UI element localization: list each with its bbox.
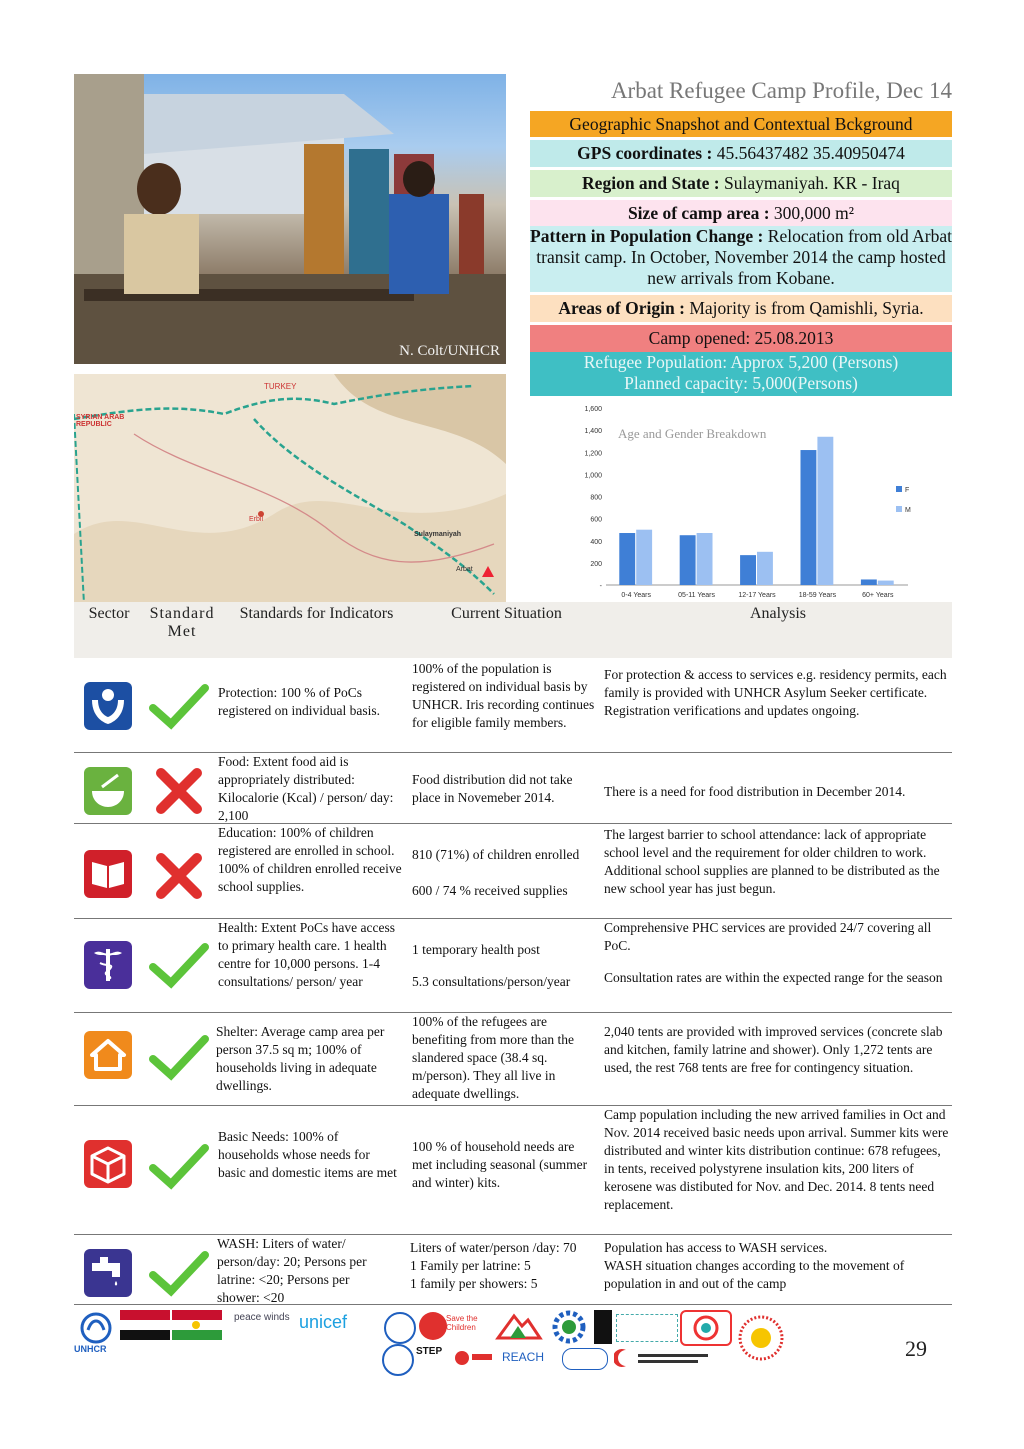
map-label-syria: SYRIAN ARAB REPUBLIC — [76, 414, 125, 428]
y-tick-label: 200 — [590, 560, 602, 568]
box-icon — [84, 1140, 132, 1188]
gps-label: GPS coordinates : — [577, 143, 713, 163]
table-row-education — [74, 824, 952, 919]
cross-mark-icon — [149, 852, 209, 900]
check-mark-icon — [149, 682, 209, 730]
check-mark-icon — [149, 1033, 209, 1081]
planned-capacity: Planned capacity: 5,000(Persons) — [624, 373, 858, 393]
icrc-icon — [419, 1312, 447, 1340]
indicator-text: Food: Extent food aid is appropriately distributed: Kilocalorie (Kcal) / person/ day: 2,100 — [218, 754, 394, 823]
analysis-access: Population has access to WASH services. — [604, 1240, 828, 1255]
unhcr-text: UNHCR — [74, 1344, 107, 1354]
location-map — [74, 374, 506, 604]
geo-heading: Geographic Snapshot and Contextual Bckground — [569, 114, 913, 134]
step-logo: STEP — [416, 1346, 443, 1357]
save-the-children-logo: Save the Children — [446, 1314, 478, 1332]
origin-value: Majority is from Qamishli, Syria. — [684, 298, 924, 318]
seal-logo-icon — [738, 1312, 784, 1368]
bar-f — [861, 579, 877, 585]
geo-heading-band — [530, 111, 952, 137]
current-text: 100% of the refugees are benefiting from more than the slandered space (38.4 sq. m/person). They all live in adequate dwellings. — [412, 1014, 574, 1101]
current-health-post: 1 temporary health post — [412, 942, 540, 957]
analysis-text: 2,040 tents are provided with improved services (concrete slab and kitchen, family latrine and shower). Only 1,272 tents are used, the rest 768 tents are free for contingency situation. — [604, 1024, 943, 1075]
x-tick-label: 60+ Years — [862, 592, 894, 599]
x-tick-label: 0-4 Years — [621, 592, 651, 599]
map-label-city2: Sulaymaniyah — [414, 531, 462, 538]
bar-m — [697, 533, 713, 585]
bar-m — [636, 530, 652, 585]
legend-swatch — [896, 486, 902, 492]
mountain-logo-icon — [494, 1312, 544, 1340]
gear-logo-icon — [550, 1310, 588, 1344]
legend-swatch — [896, 506, 902, 512]
table-row-health — [74, 919, 952, 1013]
bar-f — [800, 450, 816, 585]
crescent-logo-icon — [614, 1348, 714, 1368]
y-tick-label: 1,400 — [584, 428, 602, 436]
analysis-text: Camp population including the new arrived families in Oct and Nov. 2014 received basic needs upon arrival. Summer kits were distributed and winter kits distribution continue: 678 refugees, in tents, received polystyrene insulation kits, 200 liters of kerosene was distibuted for Nov. and Dec. 2014. 8 tents need replacement. — [604, 1107, 949, 1212]
analysis-phc: Comprehensive PHC services are provided 24/7 covering all PoC. — [604, 920, 932, 953]
y-tick-label: 800 — [590, 494, 602, 502]
current-supplies: 600 / 74 % received supplies — [412, 883, 568, 898]
current-showers: 1 family per showers: 5 — [410, 1276, 538, 1291]
current-enrolled: 810 (71%) of children enrolled — [412, 847, 580, 862]
cross-mark-icon — [149, 767, 209, 815]
chart-svg — [578, 400, 952, 610]
indicator-text: Education: 100% of children registered are enrolled in school. 100% of children enrolled receive school supplies. — [218, 825, 402, 894]
y-tick-label: 600 — [590, 516, 602, 524]
header-sector: Sector — [88, 605, 130, 622]
map-label-city1: Erbil — [249, 516, 264, 523]
protection-icon — [84, 682, 132, 730]
page-number: 29 — [905, 1336, 927, 1361]
refugee-population: Refugee Population: Approx 5,200 (Persons) — [583, 352, 899, 372]
header-analysis: Analysis — [750, 605, 806, 622]
current-text: 100% of the population is registered on individual basis by UNHCR. Iris recording continues for eligible family members. — [412, 661, 595, 730]
legend-label: F — [905, 487, 910, 494]
analysis-text: There is a need for food distribution in December 2014. — [604, 784, 906, 799]
map-graphic — [74, 374, 506, 604]
indicator-text: Health: Extent PoCs have access to primary health care. 1 health centre for 10,000 persons. 1-4 consultations/ person/ year — [218, 920, 395, 989]
iraq-flag — [120, 1310, 170, 1340]
age-gender-chart — [578, 400, 952, 610]
partner-logos — [74, 1308, 794, 1374]
analysis-text: The largest barrier to school attendance: lack of appropriate school level and the requirement for older children to work. Additional school supplies are planned to be distributed as the new school year has just begun. — [604, 827, 940, 896]
size-band — [530, 200, 952, 227]
chart-title: Age and Gender Breakdown — [618, 426, 767, 441]
pattern-label: Pattern in Population Change : — [530, 226, 764, 246]
camp-photo — [74, 74, 506, 364]
y-tick-label: 1,600 — [584, 406, 602, 413]
pattern-band — [530, 226, 952, 292]
bar-f — [619, 533, 635, 585]
current-water: Liters of water/person /day: 70 — [410, 1240, 577, 1255]
x-tick-label: 18-59 Years — [798, 592, 837, 599]
un-emblem-icon — [384, 1312, 416, 1344]
table-row-shelter — [74, 1013, 952, 1106]
check-mark-icon — [149, 1249, 209, 1297]
unicef-logo: unicef — [299, 1312, 348, 1332]
indicator-text: Protection: 100 % of PoCs registered on individual basis. — [218, 685, 380, 718]
y-tick-label: - — [599, 583, 602, 590]
table-row-basic-needs — [74, 1106, 952, 1235]
food-bowl-icon — [84, 767, 132, 815]
globe-logo-icon — [562, 1348, 608, 1370]
header-current: Current Situation — [451, 605, 562, 622]
current-text: Food distribution did not take place in Novemeber 2014. — [412, 772, 573, 805]
header-indicators: Standards for Indicators — [239, 605, 394, 622]
pattern-value: Relocation from old Arbat transit camp. In October, November 2014 the camp hosted new arrivals from Kobane. — [536, 226, 952, 288]
gps-band — [530, 140, 952, 167]
house-icon — [84, 1031, 132, 1079]
bar-m — [757, 552, 773, 585]
unhcr-logo — [74, 1310, 118, 1370]
size-label: Size of camp area : — [627, 203, 770, 223]
table-row-food — [74, 753, 952, 824]
current-consultations: 5.3 consultations/person/year — [412, 974, 571, 989]
reach-logo: REACH — [502, 1350, 545, 1364]
red-logo-icon — [454, 1348, 494, 1368]
black-logo-icon — [594, 1310, 612, 1344]
origin-band — [530, 295, 952, 322]
wash-partner-logo-icon — [616, 1314, 678, 1342]
camp-opened: Camp opened: 25.08.2013 — [648, 328, 834, 348]
y-tick-label: 400 — [590, 538, 602, 546]
map-label-turkey: TURKEY — [264, 382, 297, 391]
table-row-protection — [74, 660, 952, 753]
target-logo-icon — [680, 1310, 732, 1346]
water-tap-icon — [84, 1249, 132, 1297]
bar-m — [878, 581, 894, 585]
current-latrine: 1 Family per latrine: 5 — [410, 1258, 531, 1273]
photo-credit: N. Colt/UNHCR — [399, 343, 500, 359]
book-icon — [84, 850, 132, 898]
photo-scene — [74, 74, 506, 364]
check-mark-icon — [149, 941, 209, 989]
origin-label: Areas of Origin : — [558, 298, 685, 318]
map-label-camp: Arbat — [456, 566, 473, 573]
kurdistan-flag — [172, 1310, 222, 1340]
peace-winds-logo: peace winds — [234, 1312, 290, 1323]
region-value: Sulaymaniyah. KR - Iraq — [719, 173, 900, 193]
header-standard: Standard Met — [149, 605, 215, 640]
current-text: 100 % of household needs are met including seasonal (summer and winter) kits. — [412, 1139, 588, 1190]
table-header — [74, 602, 952, 658]
bar-m — [817, 437, 833, 585]
who-emblem-icon — [382, 1344, 414, 1376]
legend-label: M — [905, 507, 911, 514]
page-title: Arbat Refugee Camp Profile, Dec 14 — [610, 78, 952, 103]
y-tick-label: 1,200 — [584, 450, 602, 458]
indicator-text: Basic Needs: 100% of households whose needs for basic and domestic items are met — [218, 1129, 397, 1180]
health-caduceus-icon — [84, 941, 132, 989]
analysis-situation: WASH situation changes according to the movement of population in and out of the camp — [604, 1258, 905, 1291]
analysis-consultation: Consultation rates are within the expected range for the season — [604, 970, 943, 985]
opened-band — [530, 325, 952, 352]
region-label: Region and State : — [582, 173, 720, 193]
indicator-text: Shelter: Average camp area per person 37.5 sq m; 100% of households living in adequate dwellings. — [216, 1024, 385, 1093]
x-tick-label: 05-11 Years — [678, 592, 716, 599]
x-tick-label: 12-17 Years — [738, 592, 776, 599]
table-row-wash — [74, 1235, 952, 1305]
y-tick-label: 1,000 — [584, 472, 602, 480]
region-band — [530, 170, 952, 197]
check-mark-icon — [149, 1142, 209, 1190]
size-value: 300,000 m² — [769, 203, 855, 223]
analysis-text: For protection & access to services e.g. residency permits, each family is provided with UNHCR Asylum Seeker certificate. Registration verifications and updates ongoing. — [604, 667, 947, 718]
population-band — [530, 352, 952, 396]
gps-value: 45.56437482 35.40950474 — [712, 143, 905, 163]
bar-f — [740, 555, 756, 585]
indicator-text: WASH: Liters of water/ person/day: 20; Persons per latrine: <20; Persons per shower: <20 — [217, 1236, 367, 1305]
bar-f — [680, 535, 696, 585]
